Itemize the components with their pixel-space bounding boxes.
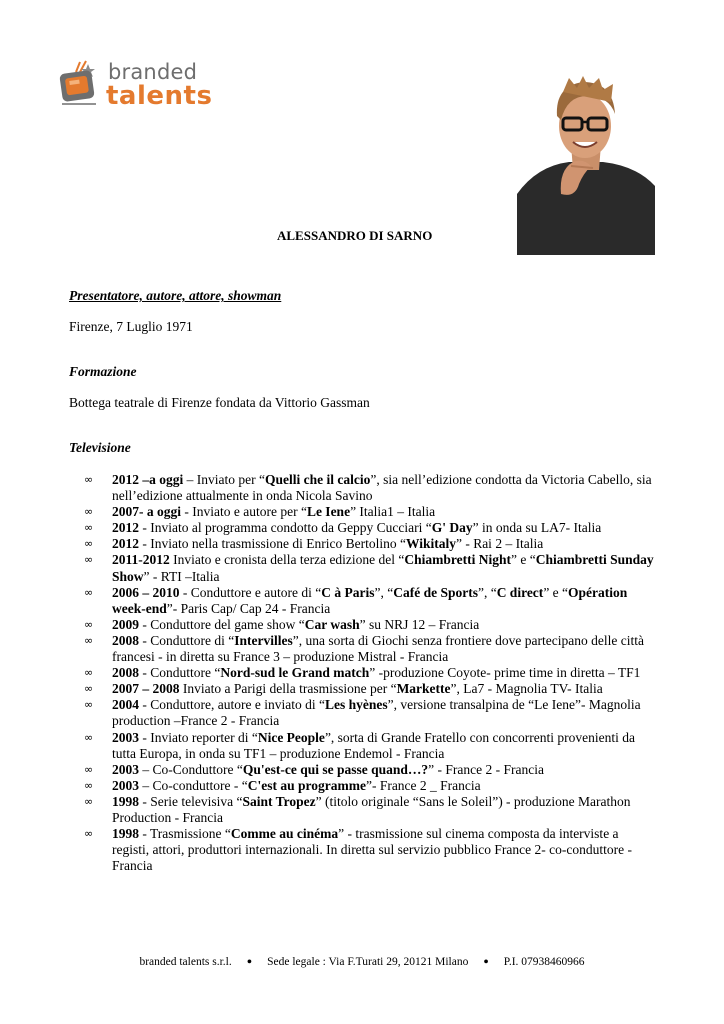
item-text: ” - RTI –Italia: [143, 568, 220, 584]
list-item: [84, 504, 654, 520]
item-highlight: Café de Sports: [393, 584, 478, 600]
footer-vat: P.I. 07938460966: [503, 956, 585, 968]
item-highlight: 1998: [112, 826, 139, 842]
item-text: ”- Paris Cap/ Cap 24 - Francia: [166, 600, 331, 616]
item-highlight: 2011-2012: [112, 552, 170, 568]
item-text: ” e “: [543, 584, 569, 600]
infinity-bullet-icon: ∞: [84, 521, 94, 535]
item-highlight: Les hyènes: [324, 697, 388, 713]
list-item: [84, 617, 654, 633]
page-footer: [0, 954, 724, 972]
television-list: [84, 472, 654, 874]
footer-separator: •: [483, 954, 489, 971]
item-highlight: Car wash: [304, 616, 360, 632]
list-item: [84, 826, 654, 874]
item-highlight: 2003: [112, 777, 139, 793]
item-highlight: C à Paris: [321, 584, 375, 600]
footer-company: branded talents s.r.l.: [139, 956, 232, 968]
infinity-bullet-icon: ∞: [84, 827, 94, 841]
item-highlight: 2012: [112, 520, 139, 536]
infinity-bullet-icon: ∞: [84, 617, 94, 631]
item-text: - Inviato nella trasmissione di Enrico Bertolino “: [139, 536, 406, 552]
infinity-bullet-icon: ∞: [84, 537, 94, 551]
infinity-bullet-icon: ∞: [84, 553, 94, 567]
item-highlight: 2006 – 2010: [112, 584, 180, 600]
item-highlight: Nord-sud le Grand match: [220, 665, 370, 681]
item-highlight: Le Iene: [306, 504, 351, 520]
infinity-bullet-icon: ∞: [84, 682, 94, 696]
infinity-bullet-icon: ∞: [84, 505, 94, 519]
item-highlight: Wikitaly: [405, 536, 456, 552]
item-highlight: Qu'est-ce qui se passe quand…?: [242, 761, 429, 777]
item-highlight: 2008: [112, 665, 139, 681]
item-text: ” e “: [511, 552, 536, 568]
item-highlight: Quelli che il calcio: [264, 472, 371, 487]
list-item: [84, 681, 654, 697]
list-item: [84, 633, 654, 665]
item-text: - Trasmissione “: [139, 826, 231, 842]
section-heading-formazione: Formazione: [69, 364, 137, 379]
list-item: [84, 697, 654, 729]
item-text: - Conduttore e autore di “: [179, 584, 322, 600]
list-item: [84, 552, 654, 584]
item-text: ” Italia1 – Italia: [350, 504, 436, 520]
item-highlight: 2009: [112, 616, 139, 632]
section-heading-televisione: Televisione: [69, 440, 131, 455]
item-text: - Conduttore del game show “: [139, 616, 305, 632]
item-text: - Serie televisiva “: [139, 793, 243, 809]
item-text: - Conduttore, autore e inviato di “: [139, 697, 325, 713]
item-highlight: Chiambretti Night: [404, 552, 512, 568]
logo-text-talents: talents: [106, 81, 213, 111]
item-highlight: 2007 – 2008: [112, 681, 180, 697]
infinity-bullet-icon: ∞: [84, 778, 94, 792]
infinity-bullet-icon: ∞: [84, 730, 94, 744]
portrait-photo: [517, 74, 655, 255]
item-highlight: 2003: [112, 761, 139, 777]
logo-text-branded: branded: [108, 60, 198, 84]
list-item: [84, 585, 654, 617]
infinity-bullet-icon: ∞: [84, 794, 94, 808]
item-text: ” (titolo originale “Sans le Soleil”) - produzione Marathon Production - Francia: [112, 793, 631, 825]
infinity-bullet-icon: ∞: [84, 473, 94, 486]
roles-subtitle: Presentatore, autore, attore, showman: [69, 288, 282, 303]
item-text: ” - Rai 2 – Italia: [455, 536, 544, 552]
footer-address: Sede legale : Via F.Turati 29, 20121 Milano: [267, 956, 469, 968]
item-highlight: 1998: [112, 793, 139, 809]
list-item: [84, 665, 654, 681]
item-text: ”, versione transalpina de “Le Iene”- Magnolia production –France 2 - Francia: [112, 697, 641, 729]
item-highlight: Opération week-end: [112, 584, 628, 616]
item-highlight: C'est au programme: [247, 777, 366, 793]
item-text: Inviato a Parigi della trasmissione per “: [179, 681, 397, 697]
brand-logo: [58, 54, 233, 116]
item-highlight: Chiambretti Sunday Show: [112, 552, 654, 584]
footer-separator: •: [246, 954, 253, 971]
infinity-bullet-icon: ∞: [84, 666, 94, 680]
item-highlight: Saint Tropez: [242, 793, 316, 809]
item-highlight: 2007- a oggi: [112, 504, 181, 520]
item-text: - Conduttore “: [139, 665, 221, 681]
item-text: ”, sorta di Grande Fratello con concorrenti provenienti da tutta Europa, in onda su TF1 – produzione Endemol - Francia: [112, 729, 635, 761]
list-item: [84, 778, 654, 794]
item-text: - Inviato reporter di “: [139, 729, 258, 745]
infinity-bullet-icon: ∞: [84, 762, 94, 776]
item-text: Inviato e cronista della terza edizione del “: [169, 552, 405, 568]
list-item: [84, 472, 654, 504]
infinity-bullet-icon: ∞: [84, 585, 94, 599]
item-highlight: Nice People: [257, 729, 325, 745]
infinity-bullet-icon: ∞: [84, 698, 94, 712]
item-text: - Conduttore di “: [139, 632, 235, 648]
item-text: ”, “: [374, 584, 394, 600]
item-highlight: C direct: [496, 584, 544, 600]
item-text: ” su NRJ 12 – Francia: [359, 616, 480, 632]
item-highlight: Markette: [396, 681, 451, 697]
item-text: - Inviato al programma condotto da Geppy Cucciari “: [139, 520, 432, 536]
item-text: – Co-conduttore - “: [139, 777, 248, 793]
item-text: ”- France 2 _ Francia: [365, 777, 481, 793]
tv-logo-icon: [58, 60, 100, 106]
infinity-bullet-icon: ∞: [84, 633, 94, 647]
item-highlight: 2003: [112, 729, 139, 745]
item-highlight: 2004: [112, 697, 139, 713]
list-item: [84, 794, 654, 826]
list-item: [84, 762, 654, 778]
item-highlight: 2008: [112, 632, 139, 648]
item-text: - Inviato e autore per “: [181, 504, 307, 520]
item-text: ” - trasmissione sul cinema composta da interviste a registi, attori, produttori internazionali. In diretta sul servizio pubblico France 2- co-conduttore - Francia: [112, 826, 632, 874]
list-item: [84, 520, 654, 536]
item-text: ”, “: [477, 584, 497, 600]
item-highlight: Comme au cinéma: [230, 826, 339, 842]
item-text: – Co-Conduttore “: [139, 761, 243, 777]
item-text: ”, La7 - Magnolia TV- Italia: [450, 681, 603, 697]
item-text: ” -produzione Coyote- prime time in diretta – TF1: [369, 665, 641, 681]
list-item: [84, 536, 654, 552]
item-text: – Inviato per “: [183, 472, 265, 487]
formazione-text: Bottega teatrale di Firenze fondata da Vittorio Gassman: [69, 395, 370, 410]
list-item: [84, 730, 654, 762]
item-text: ”, sia nell’edizione condotta da Victoria Cabello, sia nell’edizione attualmente in onda Nicola Savino: [112, 472, 652, 504]
person-name: ALESSANDRO DI SARNO: [277, 228, 433, 243]
item-text: ” in onda su LA7- Italia: [472, 520, 602, 536]
item-highlight: G' Day: [431, 520, 473, 536]
item-text: ” - France 2 - Francia: [428, 761, 544, 777]
item-highlight: 2012 –a oggi: [112, 472, 184, 487]
item-text: ”, una sorta di Giochi senza frontiere dove partecipano delle città francesi - in diretta su France 3 – produzione Mistral - Francia: [112, 632, 644, 665]
item-highlight: Intervilles: [234, 632, 293, 648]
item-highlight: 2012: [112, 536, 139, 552]
birth-info: Firenze, 7 Luglio 1971: [69, 319, 193, 334]
